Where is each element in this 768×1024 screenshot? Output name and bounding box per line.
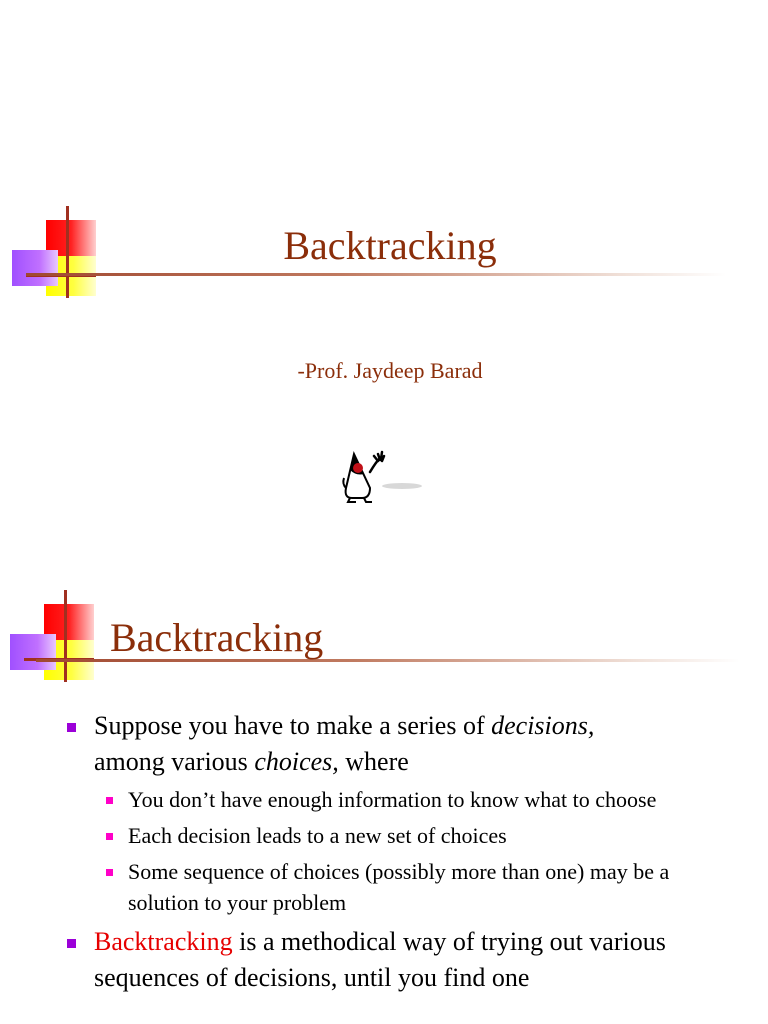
sub-bullet-text: Each decision leads to a new set of choices [128, 823, 507, 848]
bullet-text: Suppose you have to make a series of [94, 711, 492, 740]
emphasis-text: decisions, [491, 711, 595, 740]
bullet-text: among various [94, 747, 255, 776]
list-item [0, 856, 768, 918]
slide-subtitle: -Prof. Jaydeep Barad [297, 358, 483, 383]
slide-title: Backtracking [283, 223, 497, 268]
sub-bullet-text: Some sequence of choices (possibly more than one) may be a solution to your problem [128, 859, 670, 915]
slide-title: Backtracking [110, 615, 324, 660]
list-item [0, 784, 768, 815]
bullet-square-icon [106, 797, 113, 804]
list-item [0, 820, 768, 851]
java-duke-mascot-icon [340, 444, 424, 506]
sub-bullet-list [0, 784, 768, 918]
slide-logo-icon [10, 590, 120, 690]
sub-bullet-text: You don’t have enough information to know what to choose [128, 787, 657, 812]
bullet-square-icon [106, 833, 113, 840]
emphasis-text: choices, [254, 747, 339, 776]
bullet-square-icon [67, 939, 76, 948]
list-item [0, 924, 768, 996]
list-item [0, 708, 768, 780]
bullet-text: is a methodical way of trying out various sequences of decisions, until you find one [94, 927, 666, 992]
highlight-text: Backtracking [94, 927, 233, 956]
bullet-square-icon [67, 723, 76, 732]
bullet-text: where [338, 747, 409, 776]
bullet-list [0, 708, 768, 1000]
title-rule [26, 273, 726, 276]
bullet-square-icon [106, 869, 113, 876]
content-slide [0, 560, 768, 1024]
